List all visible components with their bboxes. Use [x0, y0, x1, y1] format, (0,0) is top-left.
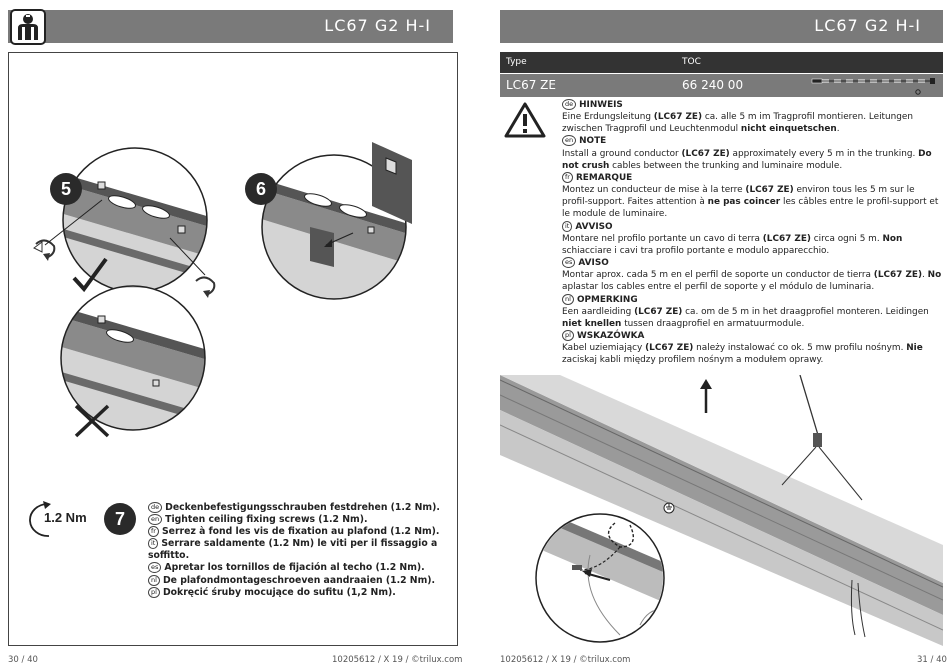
note-title: NOTE [579, 136, 607, 147]
note-text: Montare nel profilo portante un cavo di terra [562, 233, 763, 244]
note-emphasis: nicht einquetschen [740, 124, 837, 135]
note-text: Montez un conducteur de mise à la terre [562, 185, 746, 196]
language-code-badge: pl [148, 587, 160, 598]
page-title-right: LC67 G2 H-I [814, 16, 921, 35]
language-code-badge: de [148, 502, 162, 513]
note-emphasis: (LC67 ZE) [681, 148, 730, 159]
instruction-item [148, 514, 448, 526]
instruction-text: Tighten ceiling fixing screws (1.2 Nm). [165, 514, 368, 526]
cross-icon [74, 404, 110, 438]
note-emphasis: (LC67 ZE) [873, 270, 923, 281]
note-emphasis: ne pas coincer [707, 197, 781, 208]
left-page [0, 0, 470, 667]
language-code-badge: fr [148, 526, 159, 537]
note-body [562, 342, 942, 366]
note-text: . [922, 270, 928, 281]
note-text: schiacciare i cavi tra profilo portante e modulo apparecchio. [562, 245, 830, 256]
trunking-illustration [500, 375, 943, 646]
note-emphasis: (LC67 ZE) [645, 343, 694, 354]
checkmark-icon [72, 256, 108, 292]
language-code-badge: pl [562, 330, 574, 341]
instruction-item [148, 538, 448, 562]
note-text: Kabel uziemiający [562, 343, 646, 354]
left-header-bar [8, 10, 453, 43]
note-text: Eine Erdungsleitung [562, 112, 654, 123]
step-5-badge: 5 [50, 173, 82, 205]
note-heading [562, 294, 942, 306]
note-text: environ tous les 5 m sur le profil-support. Faites attention à [562, 185, 915, 208]
note-text: cables between the trunking and luminaire module. [609, 160, 843, 171]
step-6-badge: 6 [245, 173, 277, 205]
note-heading [562, 135, 942, 147]
pointer-lines [40, 180, 220, 280]
warning-triangle-icon [504, 101, 546, 139]
note-text: . [836, 124, 840, 135]
note-heading [562, 221, 942, 233]
note-heading [562, 257, 942, 269]
torque-label: 1.2 Nm [44, 510, 87, 525]
note-emphasis: Do not crush [562, 148, 932, 171]
note-title: WSKAZÓWKA [576, 330, 645, 341]
instruction-text: Dokręcić śruby mocujące do sufitu (1,2 Nm). [162, 586, 396, 598]
instruction-text: Serrare saldamente (1.2 Nm) le viti per il fissaggio a soffitto. [148, 538, 438, 562]
note-text: należy instalować co ok. 5 mw profilu nośnym. [693, 343, 907, 354]
instruction-item [148, 502, 448, 514]
note-text: Install a ground conductor [562, 148, 682, 159]
footer-doc-ref-left: 10205612 / X 19 / ©trilux.com [332, 655, 463, 665]
note-text: Montar aprox. cada 5 m en el perfil de soporte un conductor de tierra [562, 270, 874, 281]
language-code-badge: en [562, 135, 576, 146]
note-text: aplastar los cables entre el perfil de soporte y el módulo de luminaria. [562, 282, 875, 293]
table-row [500, 74, 943, 97]
note-heading [562, 99, 942, 111]
language-code-badge: es [562, 257, 575, 268]
note-title: OPMERKING [576, 294, 638, 305]
instruction-text: Apretar los tornillos de fijación al techo (1.2 Nm). [164, 562, 425, 574]
footer-page-number-left: 30 / 40 [8, 655, 38, 665]
note-body [562, 233, 942, 257]
language-code-badge: it [148, 538, 158, 549]
instructions-list [148, 502, 448, 599]
language-code-badge: it [562, 221, 572, 232]
note-emphasis: Non [882, 233, 903, 244]
language-code-badge: fr [562, 172, 573, 183]
note-text: ca. alle 5 m im Tragprofil montieren. Leitungen zwischen Tragprofil und Leuchtenmodul [562, 112, 914, 135]
language-code-badge: de [562, 99, 576, 110]
page-title-left: LC67 G2 H-I [324, 16, 431, 35]
note-emphasis: No [927, 270, 942, 281]
footer-doc-ref-right: 10205612 / X 19 / ©trilux.com [500, 655, 631, 665]
note-emphasis: (LC67 ZE) [762, 233, 811, 244]
table-cell-type: LC67 ZE [506, 78, 556, 92]
installer-person-icon [10, 9, 46, 45]
note-emphasis: (LC67 ZE) [653, 112, 703, 123]
language-code-badge: nl [148, 575, 160, 586]
note-title: HINWEIS [579, 100, 623, 110]
language-code-badge: en [148, 514, 162, 525]
note-text: approximately every 5 m in the trunking. [729, 148, 919, 159]
note-title: AVVISO [575, 221, 613, 232]
note-text: circa ogni 5 m. [810, 233, 883, 244]
ceiling-panel [372, 142, 414, 224]
instruction-text: Deckenbefestigungsschrauben festdrehen (1.2 Nm). [165, 502, 440, 513]
instruction-text: De plafondmontageschroeven aandraaien (1.2 Nm). [162, 574, 436, 586]
note-body [562, 269, 942, 293]
ground-cable-icon [812, 77, 940, 95]
instruction-item [148, 526, 448, 538]
note-text: les câbles entre le profil-support et le module de luminaire. [562, 197, 939, 220]
table-header [500, 52, 943, 73]
notes-block [562, 99, 942, 366]
table-header-toc: TOC [682, 57, 701, 67]
note-title: AVISO [578, 258, 609, 269]
note-text: tussen draagprofiel en armatuurmodule. [621, 318, 805, 329]
right-page [480, 0, 950, 667]
note-body [562, 306, 942, 330]
instruction-item [148, 575, 448, 587]
note-body [562, 184, 942, 220]
instruction-item [148, 562, 448, 574]
footer-page-number-right: 31 / 40 [917, 655, 947, 665]
note-text: zaciskaj kabli między profilem nośnym a modułem oprawy. [562, 355, 824, 366]
note-body [562, 111, 942, 135]
note-emphasis: (LC67 ZE) [634, 306, 683, 317]
note-text: ca. om de 5 m in het draagprofiel monteren. Leidingen [682, 306, 929, 317]
note-title: REMARQUE [575, 172, 633, 183]
note-text: Een aardleiding [562, 306, 635, 317]
note-emphasis: niet knellen [562, 318, 622, 329]
right-header-bar [500, 10, 943, 43]
step-7-badge: 7 [104, 503, 136, 535]
language-code-badge: es [148, 562, 161, 573]
note-emphasis: Nie [906, 343, 923, 354]
instruction-item [148, 587, 448, 599]
note-emphasis: (LC67 ZE) [745, 185, 794, 196]
note-body [562, 148, 942, 172]
note-heading [562, 172, 942, 184]
language-code-badge: nl [562, 294, 574, 305]
table-header-type: Type [506, 57, 527, 67]
table-cell-toc: 66 240 00 [682, 78, 744, 92]
note-heading [562, 330, 942, 342]
instruction-text: Serrez à fond les vis de fixation au plafond (1.2 Nm). [161, 526, 440, 538]
